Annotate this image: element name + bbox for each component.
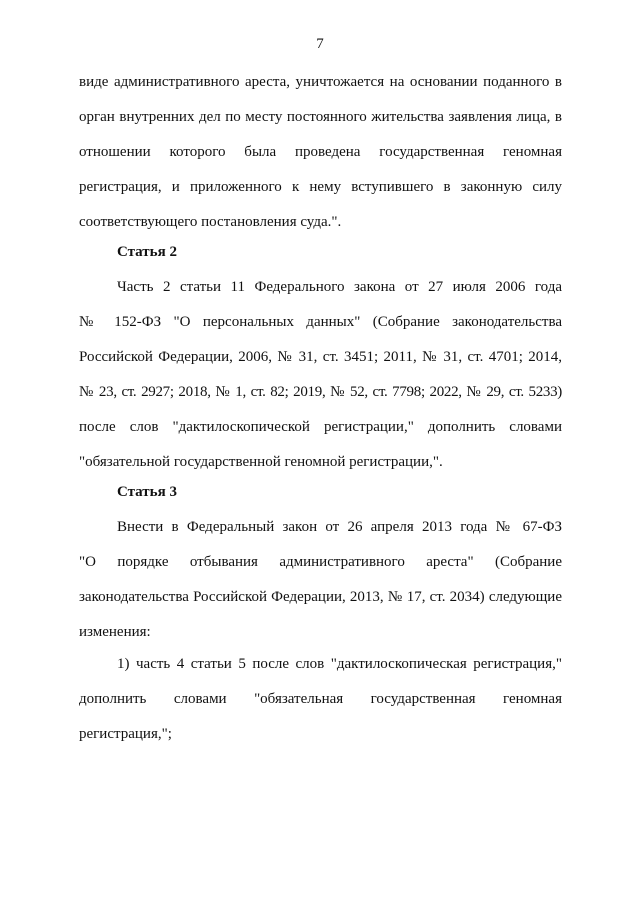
text-line: "О порядке отбывания административного ареста" (Собрание	[79, 554, 562, 570]
text-line: Часть 2 статьи 11 Федерального закона от 27 июля 2006 года	[117, 279, 562, 295]
text-line: регистрация,";	[79, 726, 172, 742]
article-2-paragraph	[79, 278, 562, 488]
text-line: № 152-ФЗ "О персональных данных" (Собрание законодательства	[79, 314, 562, 330]
article-2-heading: Статья 2	[117, 244, 177, 260]
text-line: орган внутренних дел по месту постоянного жительства заявления лица, в	[79, 109, 562, 125]
text-line: регистрация, и приложенного к нему вступившего в законную силу	[79, 179, 562, 195]
text-line: Внести в Федеральный закон от 26 апреля 2013 года № 67-ФЗ	[117, 519, 562, 535]
text-line: виде административного ареста, уничтожается на основании поданного в	[79, 74, 562, 90]
text-line: 1) часть 4 статьи 5 после слов "дактилоскопическая регистрация,"	[117, 656, 562, 672]
article-3-item-1	[79, 655, 562, 760]
text-line: дополнить словами "обязательная государственная геномная	[79, 691, 562, 707]
text-line: после слов "дактилоскопической регистрации," дополнить словами	[79, 419, 562, 435]
text-line: соответствующего постановления суда.".	[79, 214, 342, 230]
text-line: отношении которого была проведена государственная геномная	[79, 144, 562, 160]
text-line: Российской Федерации, 2006, № 31, ст. 3451; 2011, № 31, ст. 4701; 2014,	[79, 349, 562, 365]
text-line: № 23, ст. 2927; 2018, № 1, ст. 82; 2019, № 52, ст. 7798; 2022, № 29, ст. 5233)	[79, 384, 562, 400]
page-number: 7	[316, 36, 324, 52]
article-3-intro	[79, 518, 562, 658]
article-3-heading: Статья 3	[117, 484, 177, 500]
paragraph-continuation	[79, 73, 562, 248]
text-line: "обязательной государственной геномной регистрации,".	[79, 454, 443, 470]
text-line: изменения:	[79, 624, 151, 640]
text-line: законодательства Российской Федерации, 2013, № 17, ст. 2034) следующие	[79, 589, 562, 605]
